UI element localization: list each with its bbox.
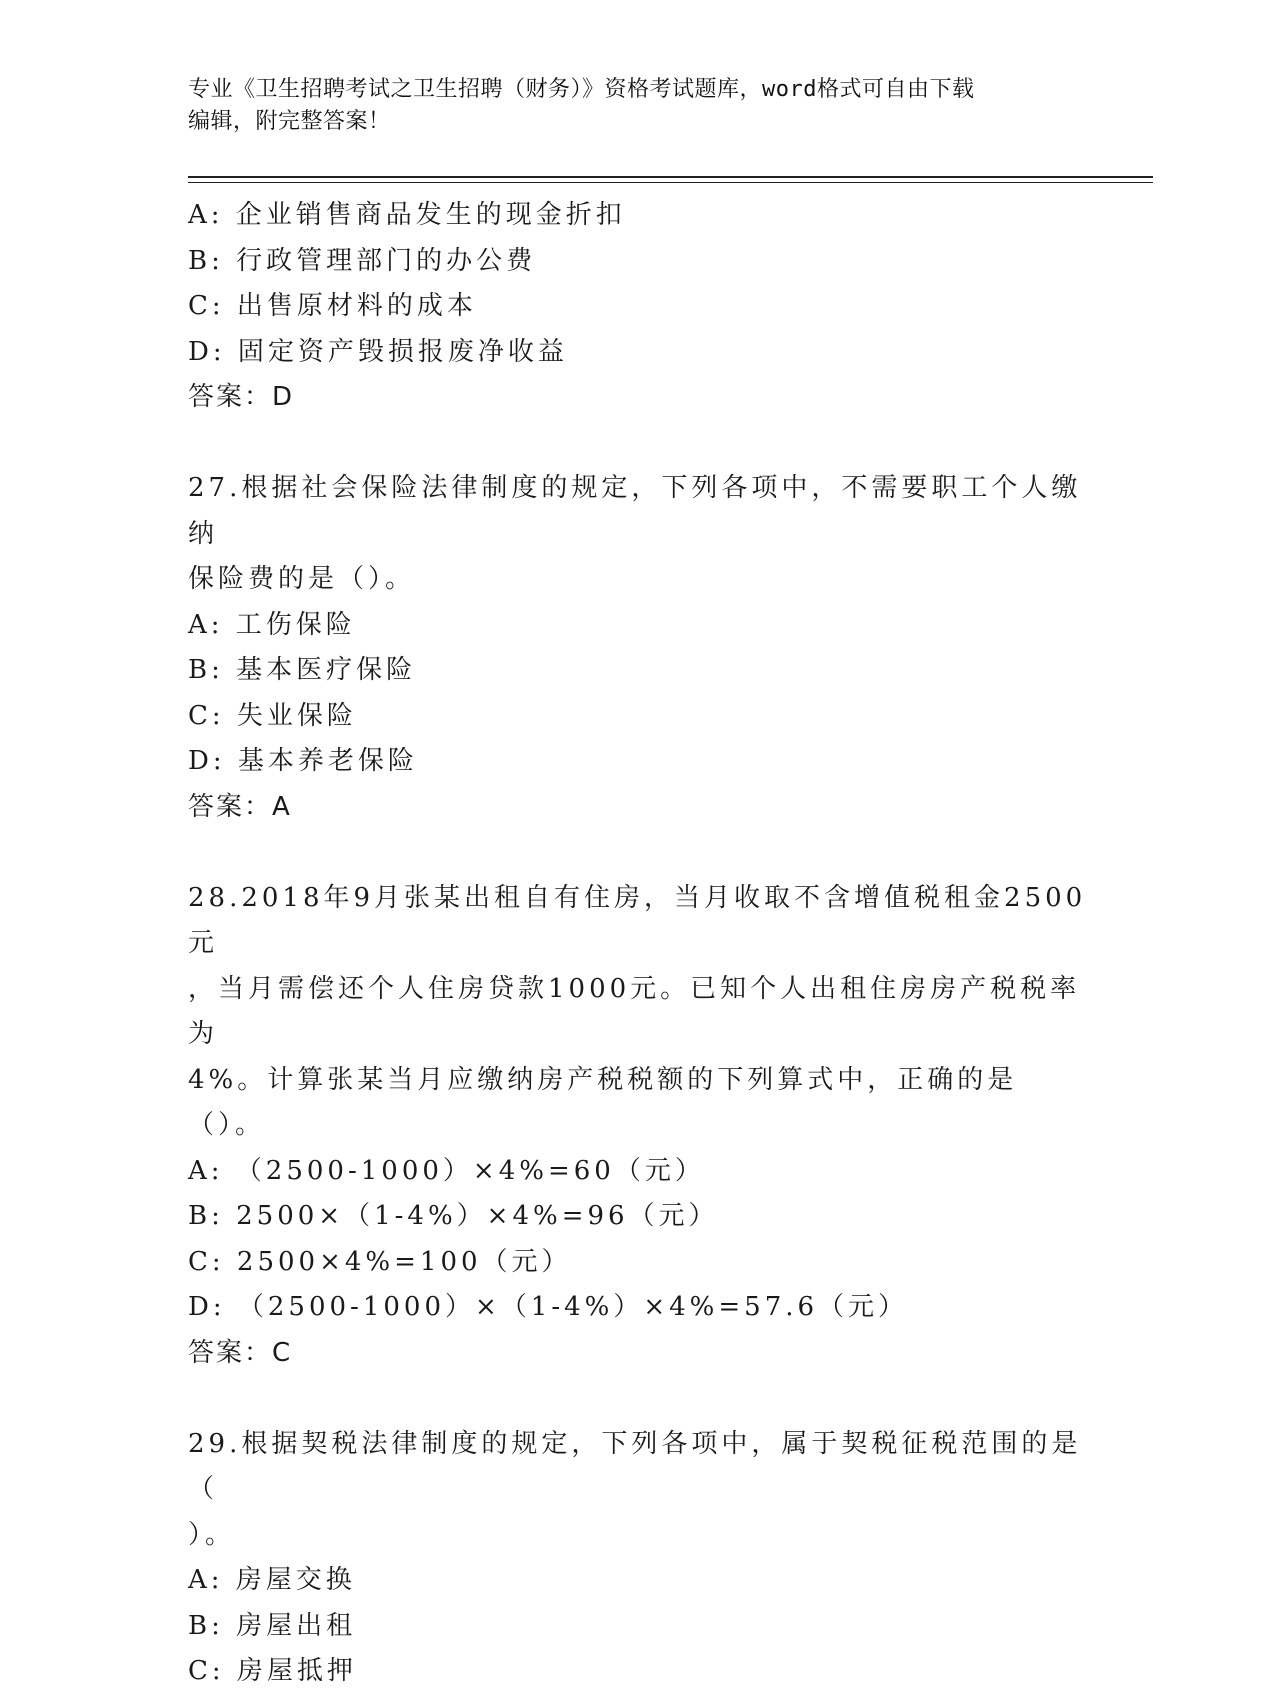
option-a: A: 企业销售商品发生的现金折扣 [188, 200, 626, 230]
answer-text: 答案：C [188, 1337, 293, 1368]
header-divider-thick [188, 176, 1153, 178]
option-a: A: 房屋交换 [188, 1565, 356, 1595]
question-list [188, 193, 1088, 1695]
header-line-1: 专业《卫生招聘考试之卫生招聘（财务）》资格考试题库，word格式可自由下载 [188, 77, 975, 102]
option-c: C: 2500×4%=100（元） [188, 1246, 572, 1277]
question-29 [188, 1422, 1088, 1695]
question-27 [188, 466, 1088, 830]
question-stem-line: 29.根据契税法律制度的规定，下列各项中，属于契税征税范围的是（ [188, 1428, 1082, 1504]
option-d: D: 固定资产毁损报废净收益 [188, 336, 568, 367]
question-stem-line: ，当月需偿还个人住房贷款1000元。已知个人出租住房房产税税率为 [188, 973, 1081, 1049]
option-b: B: 行政管理部门的办公费 [188, 245, 537, 276]
question-stem-line: 28.2018年9月张某出租自有住房，当月收取不含增值税租金2500元 [188, 882, 1087, 958]
answer-text: 答案：D [188, 382, 295, 412]
question-stem-line: 保险费的是（）。 [188, 564, 416, 594]
option-c: C: 房屋抵押 [188, 1656, 357, 1686]
question-stem-line: 27.根据社会保险法律制度的规定，下列各项中，不需要职工个人缴纳 [188, 473, 1082, 549]
header-divider-thin [188, 182, 1153, 183]
option-b: B: 房屋出租 [188, 1610, 357, 1641]
question-26 [188, 193, 1088, 421]
option-a: A: （2500-1000）×4%=60（元） [188, 1155, 705, 1186]
question-stem-line: 4%。计算张某当月应缴纳房产税税额的下列算式中，正确的是（）。 [188, 1064, 1018, 1140]
option-a: A: 工伤保险 [188, 609, 356, 640]
option-d: D: （2500-1000）×（1-4%）×4%=57.6（元） [188, 1292, 909, 1322]
option-c: C: 出售原材料的成本 [188, 291, 477, 321]
option-c: C: 失业保险 [188, 700, 357, 731]
question-28 [188, 876, 1088, 1377]
answer-text: 答案：A [188, 791, 292, 822]
option-b: B: 2500×（1-4%）×4%=96（元） [188, 1201, 719, 1231]
header-line-2: 编辑，附完整答案！ [188, 109, 391, 134]
option-d: D: 基本养老保险 [188, 746, 418, 776]
option-b: B: 基本医疗保险 [188, 655, 417, 685]
question-stem-line: ）。 [188, 1519, 236, 1550]
document-header [188, 74, 1088, 138]
